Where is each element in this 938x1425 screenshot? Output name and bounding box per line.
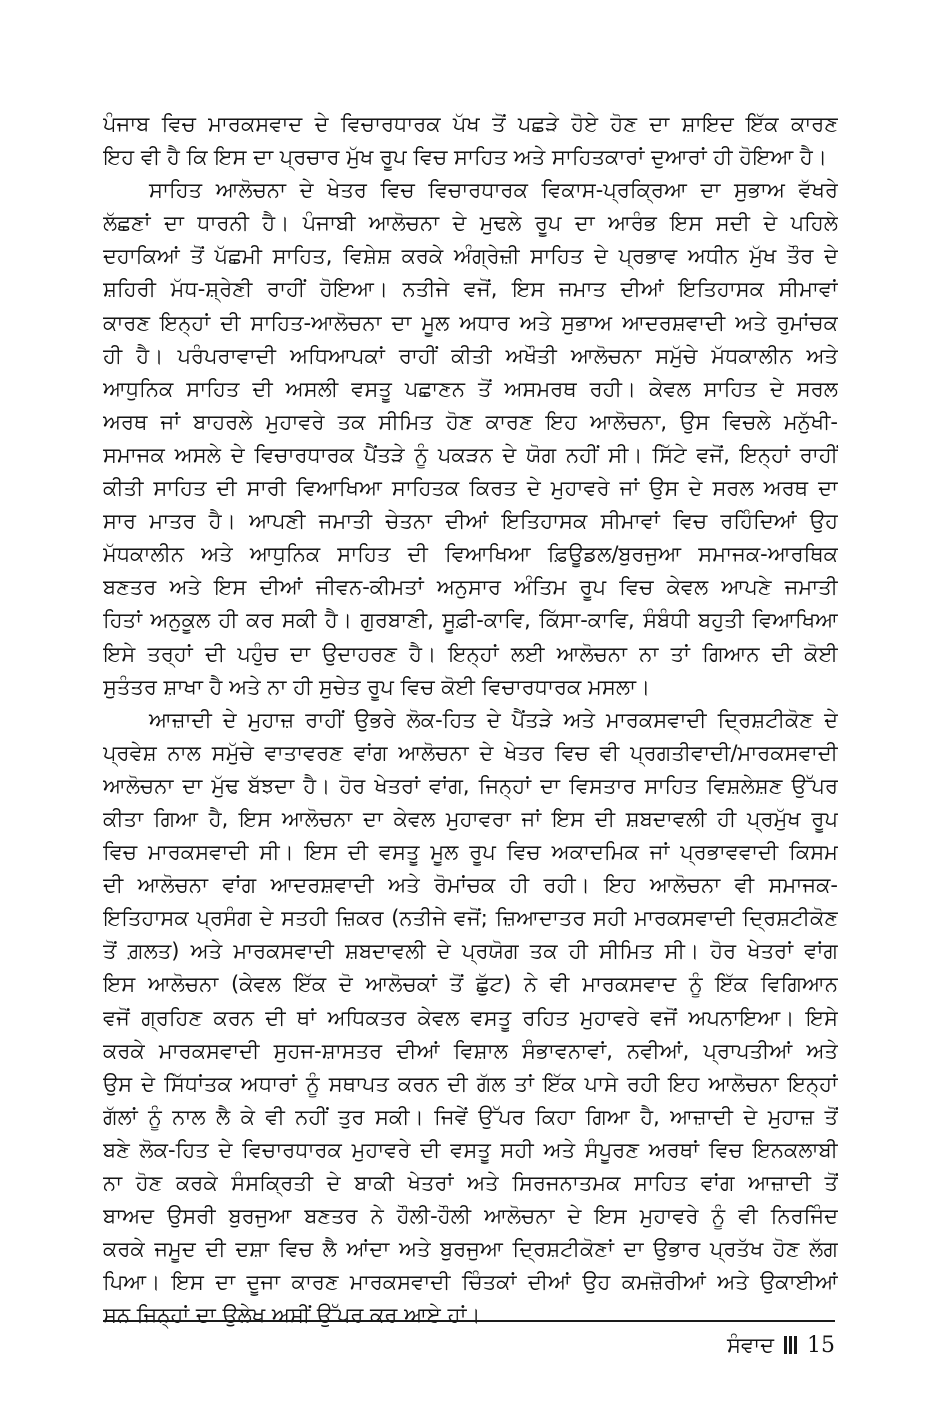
separator-bars-icon: [784, 1336, 797, 1354]
body-text: [103, 108, 838, 1332]
text-line: ਅਰਥ ਜਾਂ ਬਾਹਰਲੇ ਮੁਹਾਵਰੇ ਤਕ ਸੀਮਿਤ ਹੋਣ ਕਾਰਣ ਇਹ ਆਲੋਚਨਾ, ਉਸ ਵਿਚਲੇ ਮਨੁੱਖੀ-: [103, 409, 838, 434]
text-line: ਬਾਅਦ ਉਸਰੀ ਬੁਰਜੁਆ ਬਣਤਰ ਨੇ ਹੌਲੀ-ਹੌਲੀ ਆਲੋਚਨਾ ਦੇ ਇਸ ਮੁਹਾਵਰੇ ਨੂੰ ਵੀ ਨਿਰਜਿੰਦ: [103, 1204, 838, 1229]
text-line: ਆਲੋਚਨਾ ਦਾ ਮੁੱਢ ਬੱਝਦਾ ਹੈ। ਹੋਰ ਖੇਤਰਾਂ ਵਾਂਗ, ਜਿਨ੍ਹਾਂ ਦਾ ਵਿਸਤਾਰ ਸਾਹਿਤ ਵਿਸ਼ਲੇਸ਼ਣ ਉੱਪਰ: [103, 773, 838, 798]
text-line: ਦੀ ਆਲੋਚਨਾ ਵਾਂਗ ਆਦਰਸ਼ਵਾਦੀ ਅਤੇ ਰੋਮਾਂਚਕ ਹੀ ਰਹੀ। ਇਹ ਆਲੋਚਨਾ ਵੀ ਸਮਾਜਕ-: [103, 873, 838, 898]
text-line: ਸਾਰ ਮਾਤਰ ਹੈ। ਆਪਣੀ ਜਮਾਤੀ ਚੇਤਨਾ ਦੀਆਂ ਇਤਿਹਾਸਕ ਸੀਮਾਵਾਂ ਵਿਚ ਰਹਿੰਦਿਆਂ ਉਹ: [103, 509, 838, 534]
text-line: ਲੱਛਣਾਂ ਦਾ ਧਾਰਨੀ ਹੈ। ਪੰਜਾਬੀ ਆਲੋਚਨਾ ਦੇ ਮੁਢਲੇ ਰੂਪ ਦਾ ਆਰੰਭ ਇਸ ਸਦੀ ਦੇ ਪਹਿਲੇ: [103, 211, 838, 236]
text-line: ਸਮਾਜਕ ਅਸਲੇ ਦੇ ਵਿਚਾਰਧਾਰਕ ਪੈਂਤੜੇ ਨੂੰ ਪਕੜਨ ਦੇ ਯੋਗ ਨਹੀਂ ਸੀ। ਸਿੱਟੇ ਵਜੋਂ, ਇਨ੍ਹਾਂ ਰਾਹੀਂ: [103, 442, 838, 467]
text-line: ਉਸ ਦੇ ਸਿੱਧਾਂਤਕ ਅਧਾਰਾਂ ਨੂੰ ਸਥਾਪਤ ਕਰਨ ਦੀ ਗੱਲ ਤਾਂ ਇੱਕ ਪਾਸੇ ਰਹੀ ਇਹ ਆਲੋਚਨਾ ਇਨ੍ਹਾਂ: [103, 1071, 838, 1096]
text-line: ਦਹਾਕਿਆਂ ਤੋਂ ਪੱਛਮੀ ਸਾਹਿਤ, ਵਿਸ਼ੇਸ਼ ਕਰਕੇ ਅੰਗ੍ਰੇਜ਼ੀ ਸਾਹਿਤ ਦੇ ਪ੍ਰਭਾਵ ਅਧੀਨ ਮੁੱਖ ਤੌਰ ਦੇ: [103, 244, 838, 269]
text-line: ਇਤਿਹਾਸਕ ਪ੍ਰਸੰਗ ਦੇ ਸਤਹੀ ਜ਼ਿਕਰ (ਨਤੀਜੇ ਵਜੋਂ; ਜ਼ਿਆਦਾਤਰ ਸਹੀ ਮਾਰਕਸਵਾਦੀ ਦ੍ਰਿਸ਼ਟੀਕੋਣ: [103, 906, 838, 931]
text-line: ਆਧੁਨਿਕ ਸਾਹਿਤ ਦੀ ਅਸਲੀ ਵਸਤੂ ਪਛਾਣਨ ਤੋਂ ਅਸਮਰਥ ਰਹੀ। ਕੇਵਲ ਸਾਹਿਤ ਦੇ ਸਰਲ: [103, 376, 838, 401]
paragraph-end-line: ਸਨ ਜਿਨ੍ਹਾਂ ਦਾ ਉਲੇਖ ਅਸੀਂ ਉੱਪਰ ਕਰ ਆਏ ਹਾਂ।: [103, 1303, 481, 1328]
footer-divider: [103, 1320, 835, 1322]
paragraph-start-line: ਸਾਹਿਤ ਆਲੋਚਨਾ ਦੇ ਖੇਤਰ ਵਿਚ ਵਿਚਾਰਧਾਰਕ ਵਿਕਾਸ-ਪ੍ਰਕ੍ਰਿਆ ਦਾ ਸੁਭਾਅ ਵੱਖਰੇ: [149, 178, 838, 203]
text-line: ਗੱਲਾਂ ਨੂੰ ਨਾਲ ਲੈ ਕੇ ਵੀ ਨਹੀਂ ਤੁਰ ਸਕੀ। ਜਿਵੇਂ ਉੱਪਰ ਕਿਹਾ ਗਿਆ ਹੈ, ਆਜ਼ਾਦੀ ਦੇ ਮੁਹਾਜ਼ ਤੋਂ: [103, 1104, 838, 1129]
journal-name: ਸੰਵਾਦ: [726, 1332, 774, 1357]
page-number: 15: [807, 1332, 835, 1358]
paragraph-end-line: ਇਹ ਵੀ ਹੈ ਕਿ ਇਸ ਦਾ ਪ੍ਰਚਾਰ ਮੁੱਖ ਰੂਪ ਵਿਚ ਸਾਹਿਤ ਅਤੇ ਸਾਹਿਤਕਾਰਾਂ ਦੁਆਰਾਂ ਹੀ ਹੋਇਆ ਹੈ।: [103, 145, 827, 170]
text-line: ਨਾ ਹੋਣ ਕਰਕੇ ਸੰਸਕ੍ਰਿਤੀ ਦੇ ਬਾਕੀ ਖੇਤਰਾਂ ਅਤੇ ਸਿਰਜਨਾਤਮਕ ਸਾਹਿਤ ਵਾਂਗ ਆਜ਼ਾਦੀ ਤੋਂ: [103, 1171, 838, 1195]
paragraph-end-line: ਸੁਤੰਤਰ ਸ਼ਾਖਾ ਹੈ ਅਤੇ ਨਾ ਹੀ ਸੁਚੇਤ ਰੂਪ ਵਿਚ ਕੋਈ ਵਿਚਾਰਧਾਰਕ ਮਸਲਾ।: [103, 674, 651, 699]
text-line: ਮੱਧਕਾਲੀਨ ਅਤੇ ਆਧੁਨਿਕ ਸਾਹਿਤ ਦੀ ਵਿਆਖਿਆ ਫ਼ਿਊਡਲ/ਬੁਰਜੁਆ ਸਮਾਜਕ-ਆਰਥਿਕ: [103, 542, 838, 567]
text-line: ਵਜੋਂ ਗ੍ਰਹਿਣ ਕਰਨ ਦੀ ਥਾਂ ਅਧਿਕਤਰ ਕੇਵਲ ਵਸਤੂ ਰਹਿਤ ਮੁਹਾਵਰੇ ਵਜੋਂ ਅਪਨਾਇਆ। ਇਸੇ: [103, 1005, 838, 1030]
text-line: ਇਸੇ ਤਰ੍ਹਾਂ ਦੀ ਪਹੁੰਚ ਦਾ ਉਦਾਹਰਣ ਹੈ। ਇਨ੍ਹਾਂ ਲਈ ਆਲੋਚਨਾ ਨਾ ਤਾਂ ਗਿਆਨ ਦੀ ਕੋਈ: [103, 641, 838, 666]
text-line: ਕਰਕੇ ਮਾਰਕਸਵਾਦੀ ਸੁਹਜ-ਸ਼ਾਸਤਰ ਦੀਆਂ ਵਿਸ਼ਾਲ ਸੰਭਾਵਨਾਵਾਂ, ਨਵੀਆਂ, ਪ੍ਰਾਪਤੀਆਂ ਅਤੇ: [103, 1038, 838, 1063]
text-line: ਪੰਜਾਬ ਵਿਚ ਮਾਰਕਸਵਾਦ ਦੇ ਵਿਚਾਰਧਾਰਕ ਪੱਖ ਤੋਂ ਪਛੜੇ ਹੋਏ ਹੋਣ ਦਾ ਸ਼ਾਇਦ ਇੱਕ ਕਾਰਣ: [103, 112, 838, 136]
page-footer: [727, 1328, 835, 1362]
text-line: ਕਾਰਣ ਇਨ੍ਹਾਂ ਦੀ ਸਾਹਿਤ-ਆਲੋਚਨਾ ਦਾ ਮੂਲ ਅਧਾਰ ਅਤੇ ਸੁਭਾਅ ਆਦਰਸ਼ਵਾਦੀ ਅਤੇ ਰੁਮਾਂਚਕ: [103, 310, 838, 335]
text-line: ਹਿਤਾਂ ਅਨੁਕੂਲ ਹੀ ਕਰ ਸਕੀ ਹੈ। ਗੁਰਬਾਣੀ, ਸੂਫ਼ੀ-ਕਾਵਿ, ਕਿੱਸਾ-ਕਾਵਿ, ਸੰਬੰਧੀ ਬਹੁਤੀ ਵਿਆਖਿਆ: [103, 608, 838, 633]
text-line: ਇਸ ਆਲੋਚਨਾ (ਕੇਵਲ ਇੱਕ ਦੋ ਆਲੋਚਕਾਂ ਤੋਂ ਛੁੱਟ) ਨੇ ਵੀ ਮਾਰਕਸਵਾਦ ਨੂੰ ਇੱਕ ਵਿਗਿਆਨ: [103, 972, 838, 997]
text-line: ਵਿਚ ਮਾਰਕਸਵਾਦੀ ਸੀ। ਇਸ ਦੀ ਵਸਤੂ ਮੂਲ ਰੂਪ ਵਿਚ ਅਕਾਦਮਿਕ ਜਾਂ ਪ੍ਰਭਾਵਵਾਦੀ ਕਿਸਮ: [103, 840, 838, 865]
text-line: ਬਣਤਰ ਅਤੇ ਇਸ ਦੀਆਂ ਜੀਵਨ-ਕੀਮਤਾਂ ਅਨੁਸਾਰ ਅੰਤਿਮ ਰੂਪ ਵਿਚ ਕੇਵਲ ਆਪਣੇ ਜਮਾਤੀ: [103, 575, 838, 600]
text-line: ਹੀ ਹੈ। ਪਰੰਪਰਾਵਾਦੀ ਅਧਿਆਪਕਾਂ ਰਾਹੀਂ ਕੀਤੀ ਅਖੌਤੀ ਆਲੋਚਨਾ ਸਮੁੱਚੇ ਮੱਧਕਾਲੀਨ ਅਤੇ: [103, 343, 838, 368]
text-line: ਕੀਤੀ ਸਾਹਿਤ ਦੀ ਸਾਰੀ ਵਿਆਖਿਆ ਸਾਹਿਤਕ ਕਿਰਤ ਦੇ ਮੁਹਾਵਰੇ ਜਾਂ ਉਸ ਦੇ ਸਰਲ ਅਰਥ ਦਾ: [103, 476, 838, 501]
text-line: ਪ੍ਰਵੇਸ਼ ਨਾਲ ਸਮੁੱਚੇ ਵਾਤਾਵਰਣ ਵਾਂਗ ਆਲੋਚਨਾ ਦੇ ਖੇਤਰ ਵਿਚ ਵੀ ਪ੍ਰਗਤੀਵਾਦੀ/ਮਾਰਕਸਵਾਦੀ: [103, 740, 838, 765]
text-line: ਕਰਕੇ ਜਮੂਦ ਦੀ ਦਸ਼ਾ ਵਿਚ ਲੈ ਆਂਦਾ ਅਤੇ ਬੁਰਜੁਆ ਦ੍ਰਿਸ਼ਟੀਕੋਣਾਂ ਦਾ ਉਭਾਰ ਪ੍ਰਤੱਖ ਹੋਣ ਲੱਗ: [103, 1237, 838, 1262]
text-line: ਬਣੇ ਲੋਕ-ਹਿਤ ਦੇ ਵਿਚਾਰਧਾਰਕ ਮੁਹਾਵਰੇ ਦੀ ਵਸਤੂ ਸਹੀ ਅਤੇ ਸੰਪੂਰਣ ਅਰਥਾਂ ਵਿਚ ਇਨਕਲਾਬੀ: [103, 1137, 838, 1162]
text-line: ਸ਼ਹਿਰੀ ਮੱਧ-ਸ਼੍ਰੇਣੀ ਰਾਹੀਂ ਹੋਇਆ। ਨਤੀਜੇ ਵਜੋਂ, ਇਸ ਜਮਾਤ ਦੀਆਂ ਇਤਿਹਾਸਕ ਸੀਮਾਵਾਂ: [103, 277, 838, 302]
text-line: ਪਿਆ। ਇਸ ਦਾ ਦੂਜਾ ਕਾਰਣ ਮਾਰਕਸਵਾਦੀ ਚਿੰਤਕਾਂ ਦੀਆਂ ਉਹ ਕਮਜ਼ੋਰੀਆਂ ਅਤੇ ਉਕਾਈਆਂ: [103, 1270, 838, 1295]
paragraph-start-line: ਆਜ਼ਾਦੀ ਦੇ ਮੁਹਾਜ਼ ਰਾਹੀਂ ਉਭਰੇ ਲੋਕ-ਹਿਤ ਦੇ ਪੈਂਤੜੇ ਅਤੇ ਮਾਰਕਸਵਾਦੀ ਦ੍ਰਿਸ਼ਟੀਕੋਣ ਦੇ: [149, 707, 838, 732]
text-line: ਤੋਂ ਗ਼ਲਤ) ਅਤੇ ਮਾਰਕਸਵਾਦੀ ਸ਼ਬਦਾਵਲੀ ਦੇ ਪ੍ਰਯੋਗ ਤਕ ਹੀ ਸੀਮਿਤ ਸੀ। ਹੋਰ ਖੇਤਰਾਂ ਵਾਂਗ: [103, 939, 838, 964]
text-line: ਕੀਤਾ ਗਿਆ ਹੈ, ਇਸ ਆਲੋਚਨਾ ਦਾ ਕੇਵਲ ਮੁਹਾਵਰਾ ਜਾਂ ਇਸ ਦੀ ਸ਼ਬਦਾਵਲੀ ਹੀ ਪ੍ਰਮੁੱਖ ਰੂਪ: [103, 806, 838, 831]
